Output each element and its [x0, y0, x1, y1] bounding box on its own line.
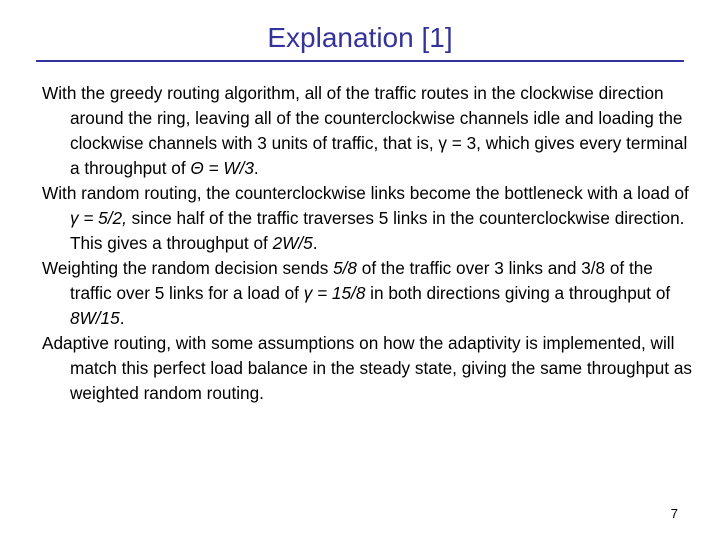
- text-run: .: [312, 233, 318, 253]
- formula-throughput: Θ = W/3: [190, 158, 254, 178]
- formula-load: γ = 15/8: [303, 283, 366, 303]
- text-run: Weighting the random decision sends: [42, 258, 334, 278]
- text-run: of the traffic over 3 links and 3/8 of the traffic over 5 links for a load of: [70, 258, 653, 303]
- formula-throughput: 8W/15: [70, 308, 120, 328]
- paragraph-greedy-routing: [42, 81, 692, 181]
- slide-body: [42, 81, 692, 406]
- page-number: 7: [670, 506, 678, 521]
- text-run: .: [253, 158, 259, 178]
- title-underline: [36, 60, 684, 62]
- text-run: With the greedy routing algorithm, all of the traffic routes in the clockwise direction around the ring, leaving all of the counterclockwise channels idle and loading the clockwise channels with 3 units of traffic, that is, γ = 3, which gives every terminal a throughput of: [42, 83, 688, 178]
- text-run: .: [119, 308, 125, 328]
- text-run: Adaptive routing, with some assumptions on how the adaptivity is implemented, will match this perfect load balance in the steady state, giving the same throughput as weighted random routing.: [42, 333, 692, 403]
- paragraph-adaptive-routing: [42, 331, 692, 406]
- paragraph-weighted-random: [42, 256, 692, 331]
- formula-load: γ = 5/2,: [70, 208, 127, 228]
- formula-throughput: 2W/5: [272, 233, 313, 253]
- paragraph-random-routing: [42, 181, 692, 256]
- text-run: With random routing, the counterclockwise links become the bottleneck with a load of: [42, 183, 689, 203]
- text-run: since half of the traffic traverses 5 links in the counterclockwise direction. This gives a throughput of: [70, 208, 685, 253]
- text-run: in both directions giving a throughput of: [365, 283, 671, 303]
- slide-title: Explanation [1]: [267, 22, 453, 53]
- formula-fraction: 5/8: [333, 258, 357, 278]
